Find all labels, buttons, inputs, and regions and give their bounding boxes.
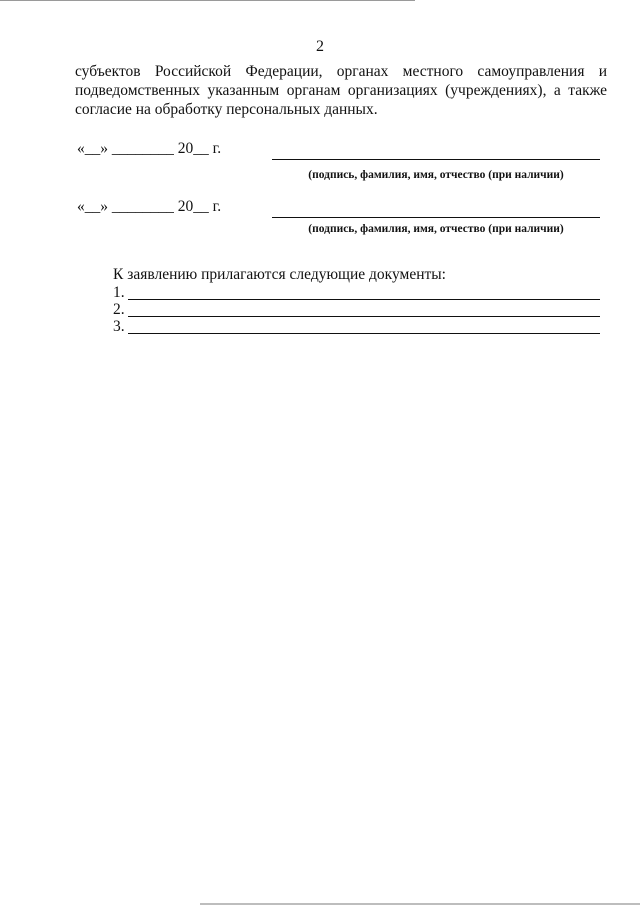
signature-caption: (подпись, фамилия, имя, отчество (при наличии) bbox=[308, 169, 564, 181]
date-field: «__» ________ 20__ г. bbox=[77, 198, 222, 215]
attachment-number: 1. bbox=[113, 284, 125, 301]
attachment-number: 3. bbox=[113, 318, 125, 335]
attachment-blank-line bbox=[128, 333, 600, 334]
paragraph-line: субъектов Российской Федерации, органах местного самоуправления и bbox=[75, 63, 607, 80]
page-number: 2 bbox=[316, 38, 324, 55]
signature-line bbox=[272, 217, 600, 218]
signature-line bbox=[272, 159, 600, 160]
attachments-heading: К заявлению прилагаются следующие документы: bbox=[113, 266, 446, 283]
signature-caption: (подпись, фамилия, имя, отчество (при наличии) bbox=[308, 223, 564, 235]
attachment-item bbox=[113, 318, 600, 336]
paragraph-line: подведомственных указанным органам организациях (учреждениях), а также bbox=[75, 82, 607, 99]
scan-edge-top bbox=[0, 0, 415, 1]
attachment-blank-line bbox=[128, 299, 600, 300]
attachment-item bbox=[113, 284, 600, 302]
attachment-blank-line bbox=[128, 316, 600, 317]
attachment-number: 2. bbox=[113, 301, 125, 318]
attachment-item bbox=[113, 301, 600, 319]
date-field: «__» ________ 20__ г. bbox=[77, 140, 222, 157]
paragraph-line: согласие на обработку персональных данных. bbox=[75, 101, 378, 118]
body-paragraph bbox=[75, 62, 607, 119]
